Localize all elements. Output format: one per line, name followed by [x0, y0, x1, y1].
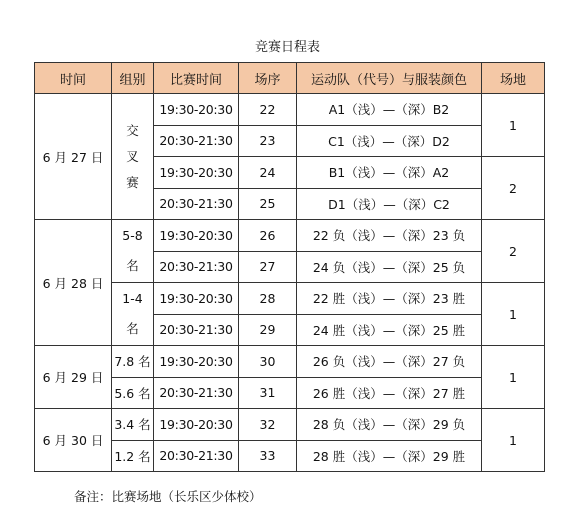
group-char: 名 [126, 321, 139, 336]
group-char: 名 [126, 258, 139, 273]
date-cell: 6 月 28 日 [35, 220, 112, 346]
match-time-cell: 19:30-20:30 [154, 346, 239, 378]
venue-cell: 1 [482, 94, 545, 157]
sequence-cell: 29 [239, 314, 297, 346]
header-venue: 场地 [482, 63, 545, 94]
sequence-cell: 24 [239, 157, 297, 189]
header-time: 时间 [35, 63, 112, 94]
match-time-cell: 20:30-21:30 [154, 377, 239, 409]
sequence-cell: 23 [239, 125, 297, 157]
sequence-cell: 26 [239, 220, 297, 252]
match-time-cell: 19:30-20:30 [154, 94, 239, 126]
teams-cell: 28 负（浅）—（深）29 负 [297, 409, 482, 441]
teams-cell: D1（浅）—（深）C2 [297, 188, 482, 220]
group-cell [112, 94, 154, 220]
group-cell [112, 283, 154, 346]
footnote: 备注：比赛场地（长乐区少体校） [74, 489, 262, 504]
schedule-table [34, 62, 545, 472]
date-cell: 6 月 30 日 [35, 409, 112, 472]
group-cell: 5.6 名 [112, 377, 154, 409]
teams-cell: B1（浅）—（深）A2 [297, 157, 482, 189]
header-match-time: 比赛时间 [154, 63, 239, 94]
table-row [35, 94, 545, 126]
group-cell: 3.4 名 [112, 409, 154, 441]
sequence-cell: 30 [239, 346, 297, 378]
match-time-cell: 20:30-21:30 [154, 314, 239, 346]
group-cell: 1.2 名 [112, 440, 154, 472]
header-sequence: 场序 [239, 63, 297, 94]
header-row [35, 63, 545, 94]
match-time-cell: 19:30-20:30 [154, 409, 239, 441]
date-cell: 6 月 27 日 [35, 94, 112, 220]
match-time-cell: 19:30-20:30 [154, 283, 239, 315]
table-row [35, 440, 545, 472]
venue-cell: 1 [482, 283, 545, 346]
teams-cell: 22 负（浅）—（深）23 负 [297, 220, 482, 252]
sequence-cell: 31 [239, 377, 297, 409]
group-cell: 7.8 名 [112, 346, 154, 378]
match-time-cell: 19:30-20:30 [154, 220, 239, 252]
venue-cell: 2 [482, 220, 545, 283]
header-teams: 运动队（代号）与服装颜色 [297, 63, 482, 94]
match-time-cell: 20:30-21:30 [154, 251, 239, 283]
sequence-cell: 32 [239, 409, 297, 441]
teams-cell: 26 负（浅）—（深）27 负 [297, 346, 482, 378]
group-char: 5-8 [122, 228, 143, 243]
table-row [35, 409, 545, 441]
group-char: 交 [126, 122, 139, 138]
teams-cell: 22 胜（浅）—（深）23 胜 [297, 283, 482, 315]
match-time-cell: 20:30-21:30 [154, 125, 239, 157]
venue-cell: 1 [482, 346, 545, 409]
group-cell [112, 220, 154, 283]
venue-cell: 1 [482, 409, 545, 472]
group-char: 赛 [126, 174, 139, 190]
teams-cell: A1（浅）—（深）B2 [297, 94, 482, 126]
teams-cell: 24 负（浅）—（深）25 负 [297, 251, 482, 283]
sequence-cell: 28 [239, 283, 297, 315]
match-time-cell: 20:30-21:30 [154, 440, 239, 472]
match-time-cell: 19:30-20:30 [154, 157, 239, 189]
page-title: 竞赛日程表 [254, 40, 320, 55]
teams-cell: 24 胜（浅）—（深）25 胜 [297, 314, 482, 346]
date-cell: 6 月 29 日 [35, 346, 112, 409]
sequence-cell: 25 [239, 188, 297, 220]
sequence-cell: 27 [239, 251, 297, 283]
group-char: 叉 [126, 148, 139, 164]
venue-cell: 2 [482, 157, 545, 220]
table-row [35, 346, 545, 378]
table-row [35, 220, 545, 252]
teams-cell: C1（浅）—（深）D2 [297, 125, 482, 157]
table-row [35, 283, 545, 315]
header-group: 组别 [112, 63, 154, 94]
teams-cell: 28 胜（浅）—（深）29 胜 [297, 440, 482, 472]
table-row [35, 377, 545, 409]
match-time-cell: 20:30-21:30 [154, 188, 239, 220]
sequence-cell: 33 [239, 440, 297, 472]
sequence-cell: 22 [239, 94, 297, 126]
teams-cell: 26 胜（浅）—（深）27 胜 [297, 377, 482, 409]
group-char: 1-4 [122, 291, 143, 306]
